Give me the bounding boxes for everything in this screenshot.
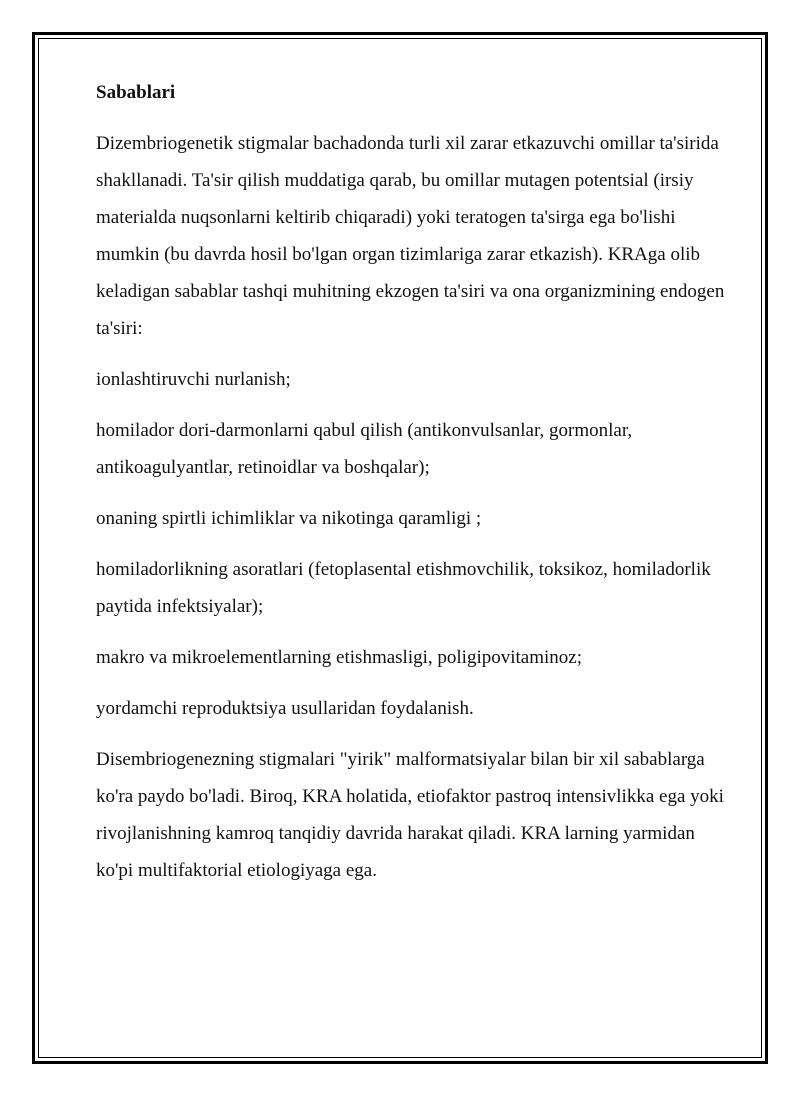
list-item-radiation: ionlashtiruvchi nurlanish;: [96, 369, 291, 390]
intro-paragraph: Dizembriogenetik stigmalar bachadonda turli xil zarar etkazuvchi omillar ta'sirida shakllanadi. Ta'sir qilish muddatiga qarab, bu omillar mutagen potentsial (irsiy materialda nuqsonlarni keltirib chiqaradi) yoki teratogen ta'sirga ega bo'lishi mumkin (bu davrda hosil bo'lgan organ tizimlariga zarar etkazish). KRAga olib keladigan sabablar tashqi muhitning ekzogen ta'siri va ona organizmining endogen ta'siri:: [96, 133, 725, 339]
section-heading: Sabablari: [96, 82, 176, 103]
list-item-assisted-reproduction: yordamchi reproduktsiya usullaridan foydalanish.: [96, 698, 474, 719]
list-item-alcohol-nicotine: onaning spirtli ichimliklar va nikotinga qaramligi ;: [96, 508, 482, 529]
list-item-medications: homilador dori-darmonlarni qabul qilish (antikonvulsanlar, gormonlar, antikoagulyantlar, retinoidlar va boshqalar);: [96, 420, 633, 478]
list-item-micronutrients: makro va mikroelementlarning etishmasligi, poligipovitaminoz;: [96, 647, 582, 668]
list-item-pregnancy-complications: homiladorlikning asoratlari (fetoplasental etishmovchilik, toksikoz, homiladorlik paytida infektsiyalar);: [96, 559, 711, 617]
document-body: [96, 74, 736, 903]
closing-paragraph: Disembriogenezning stigmalari "yirik" malformatsiyalar bilan bir xil sabablarga ko'ra paydo bo'ladi. Biroq, KRA holatida, etiofaktor pastroq intensivlikka ega yoki rivojlanishning kamroq tanqidiy davrida harakat qiladi. KRA larning yarmidan ko'pi multifaktorial etiologiyaga ega.: [96, 749, 724, 881]
